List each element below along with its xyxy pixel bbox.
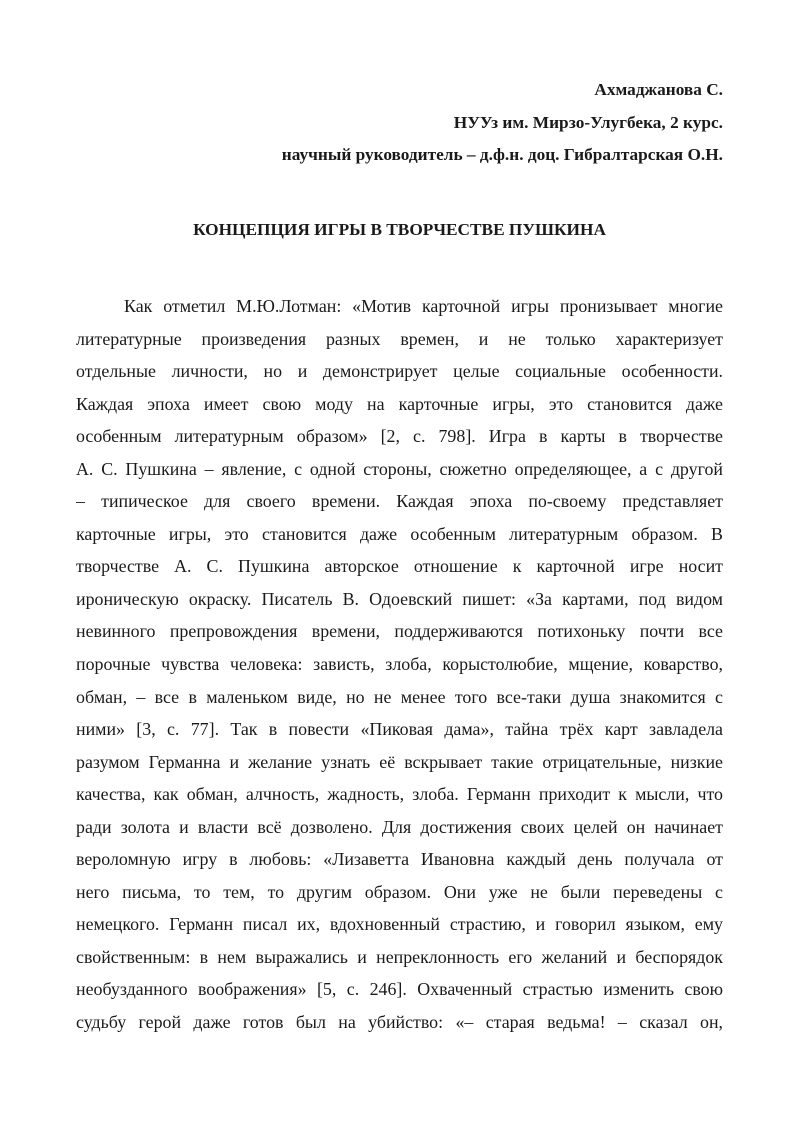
body-line: – типическое для своего времени. Каждая эпоха по-своему представляет — [76, 491, 723, 512]
body-line: судьбу герой даже готов был на убийство: «– старая ведьма! – сказал он, — [76, 1012, 723, 1033]
body-line: необузданного воображения» [5, с. 246]. Охваченный страстью изменить свою — [76, 979, 723, 1000]
body-line: А. С. Пушкина – явление, с одной стороны, сюжетно определяющее, а с другой — [76, 458, 723, 479]
author-block — [76, 74, 723, 172]
body-line: него письма, то тем, то другим образом. Они уже не были переведены с — [76, 881, 723, 902]
body-line: Каждая эпоха имеет свою моду на карточные игры, это становится даже — [76, 393, 723, 414]
body-line: ироническую окраску. Писатель В. Одоевский пишет: «За картами, под видом — [76, 588, 723, 609]
author-name: Ахмаджанова С. — [594, 80, 723, 99]
body-line: ними» [3, с. 77]. Так в повести «Пиковая дама», тайна трёх карт завладела — [76, 719, 723, 740]
body-line: особенным литературным образом» [2, с. 798]. Игра в карты в творчестве — [76, 426, 723, 447]
body-line: качества, как обман, алчность, жадность, злоба. Германн приходит к мысли, что — [76, 784, 723, 805]
body-line: литературные произведения разных времен, и не только характеризует — [76, 328, 723, 349]
body-line: ради золота и власти всё дозволено. Для достижения своих целей он начинает — [76, 816, 723, 837]
body-line: вероломную игру в любовь: «Лизаветта Ивановна каждый день получала от — [76, 849, 723, 870]
body-line: творчестве А. С. Пушкина авторское отношение к карточной игре носит — [76, 556, 723, 577]
scientific-supervisor: научный руководитель – д.ф.н. доц. Гибралтарская О.Н. — [281, 145, 723, 164]
body-line: отдельные личности, но и демонстрирует целые социальные особенности. — [76, 361, 723, 382]
body-line: Как отметил М.Ю.Лотман: «Мотив карточной игры пронизывает многие — [124, 296, 723, 316]
body-line: обман, – все в маленьком виде, но не менее того все-таки душа знакомится с — [76, 686, 723, 707]
body-line: немецкого. Германн писал их, вдохновенный страстию, и говорил языком, ему — [76, 914, 723, 935]
article-title: КОНЦЕПЦИЯ ИГРЫ В ТВОРЧЕСТВЕ ПУШКИНА — [193, 220, 606, 239]
body-line: разумом Германна и желание узнать её вскрывает такие отрицательные, низкие — [76, 751, 723, 772]
body-line: свойственным: в нем выражались и непреклонность его желаний и беспорядок — [76, 946, 723, 967]
body-line: невинного препровождения времени, поддерживаются потихоньку почти все — [76, 621, 723, 642]
body-paragraph — [76, 290, 723, 1050]
body-line: порочные чувства человека: зависть, злоба, корыстолюбие, мщение, коварство, — [76, 654, 723, 675]
body-line: карточные игры, это становится даже особенным литературным образом. В — [76, 523, 723, 544]
author-affiliation: НУУз им. Мирзо-Улугбека, 2 курс. — [453, 112, 723, 132]
